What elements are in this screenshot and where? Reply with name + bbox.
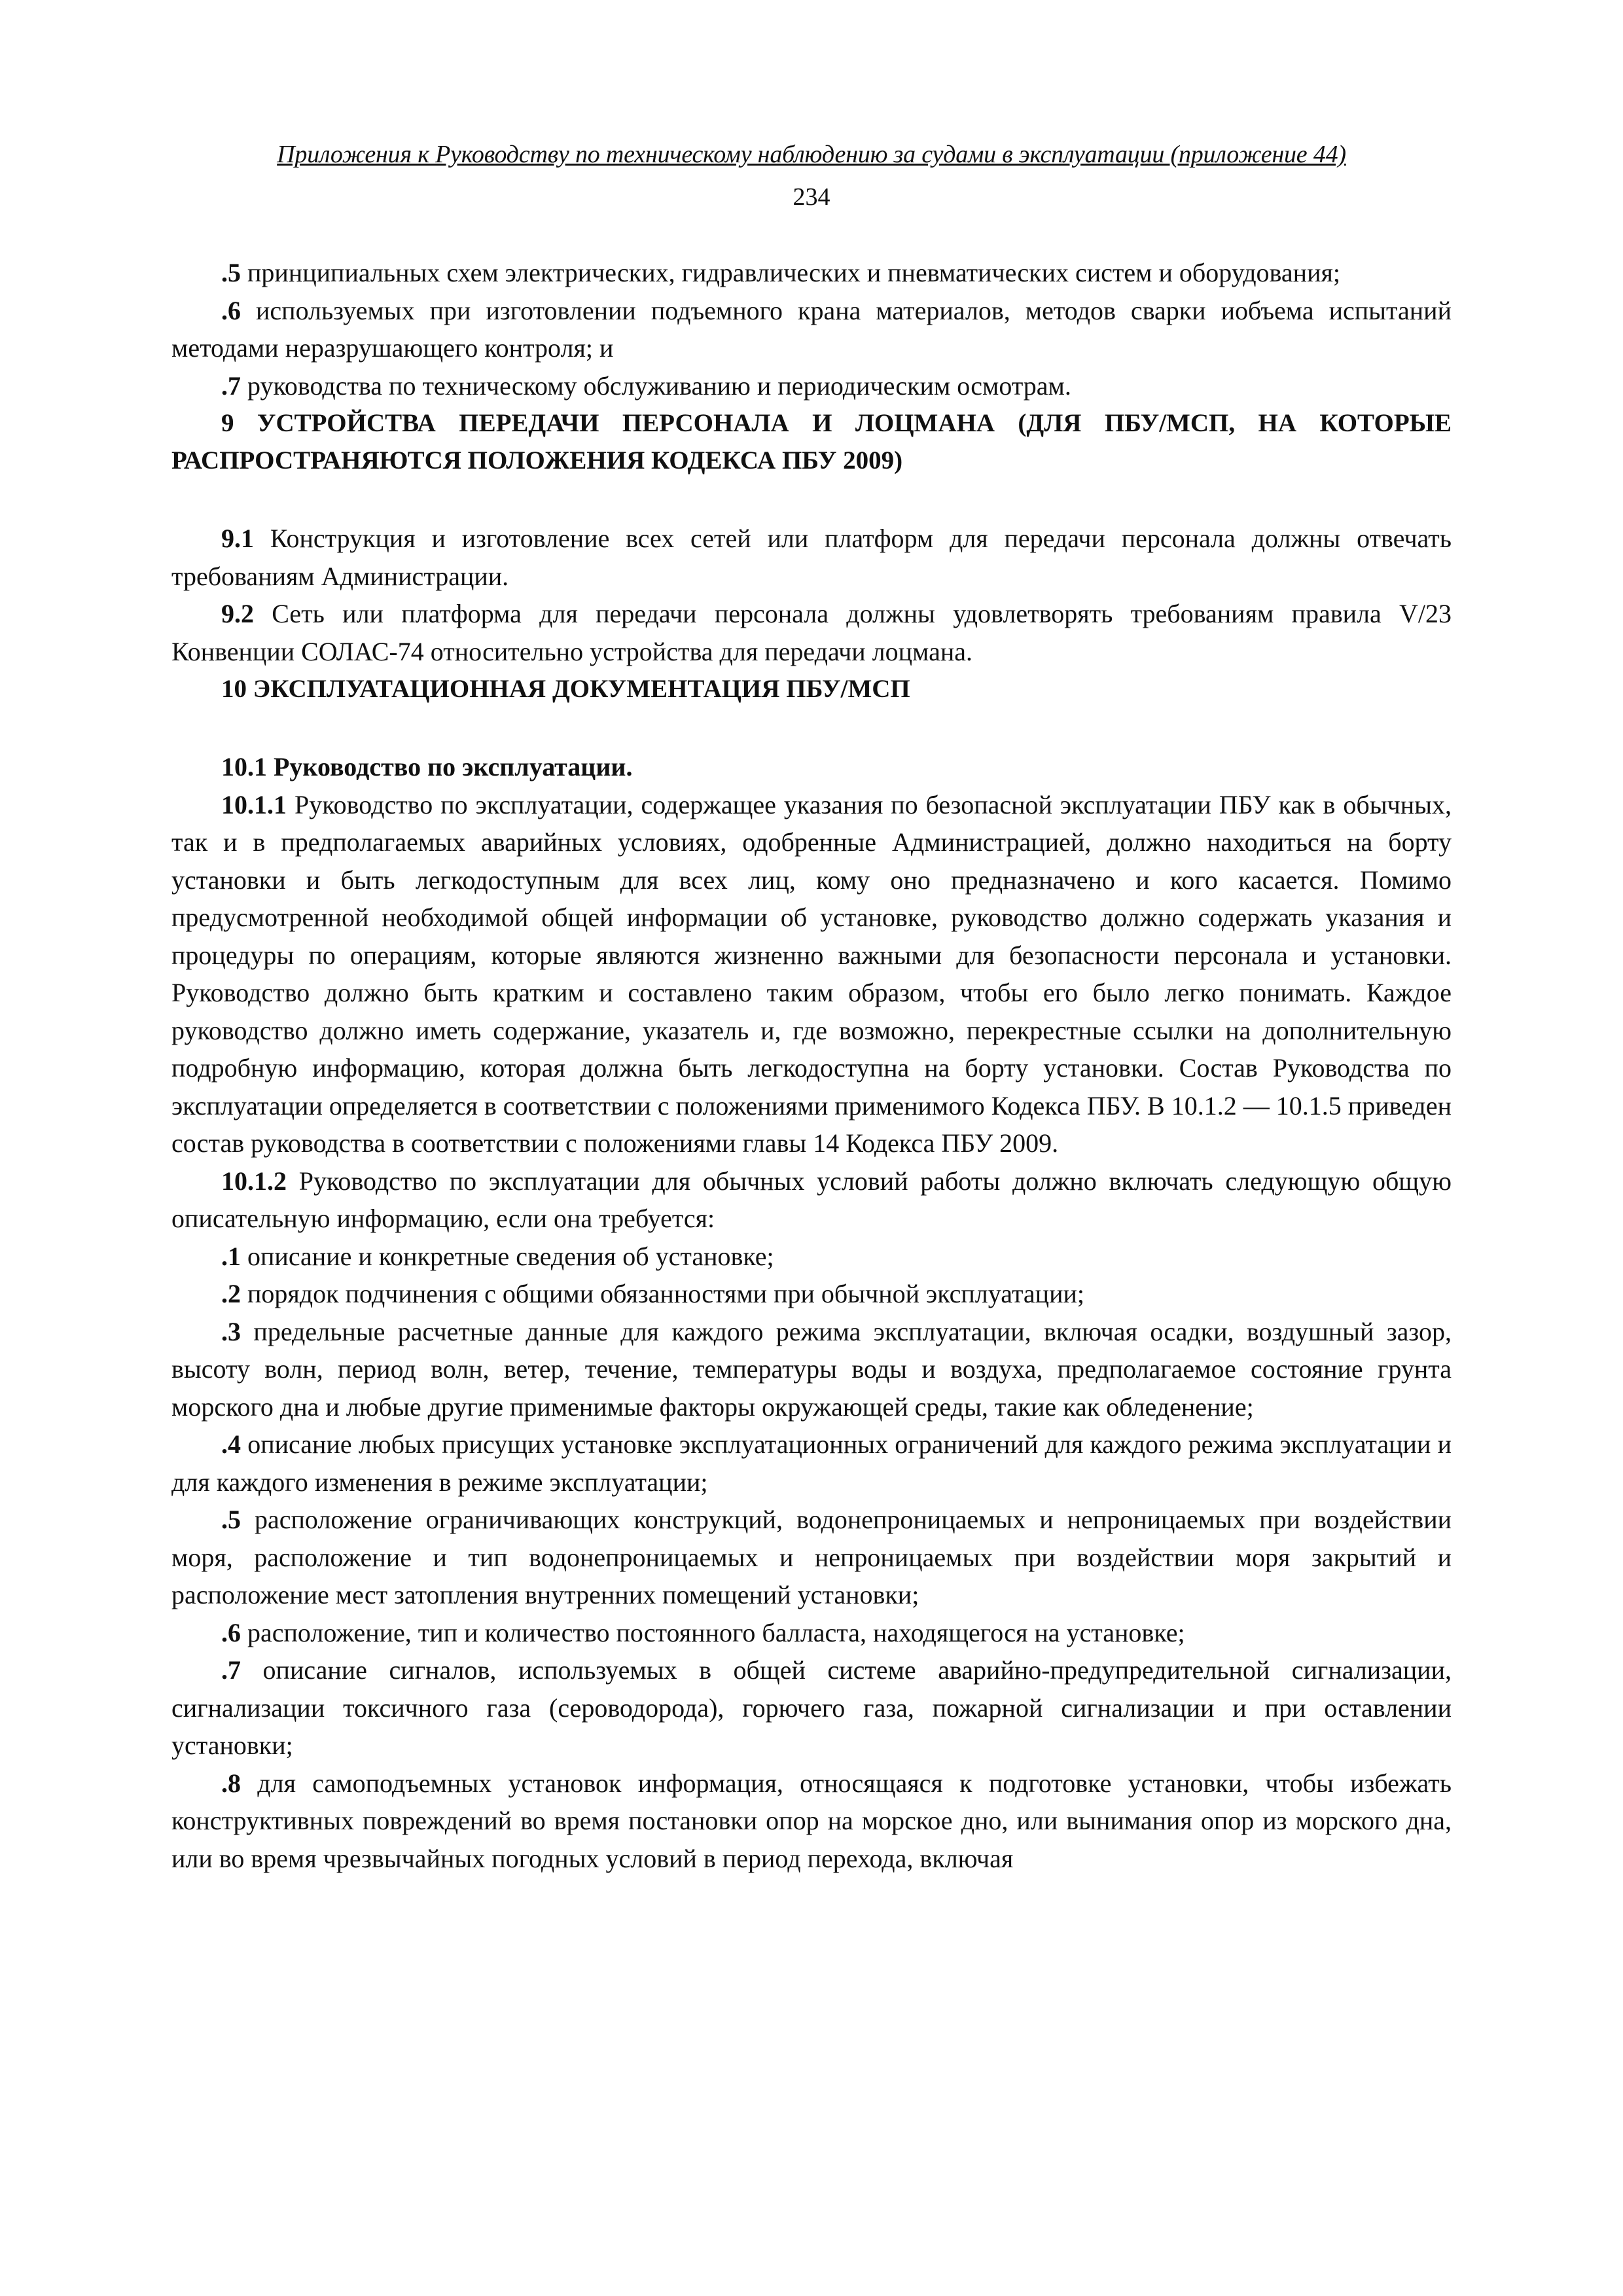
paragraph-number: 10.1.1: [221, 789, 287, 819]
item-text: руководства по техническому обслуживанию и периодическим осмотрам.: [241, 370, 1071, 401]
item-number: .8: [221, 1768, 241, 1798]
item-text: порядок подчинения с общими обязанностями при обычной эксплуатации;: [241, 1279, 1085, 1308]
item-number: .7: [221, 1655, 241, 1685]
paragraph-text: Руководство по эксплуатации для обычных условий работы должно включать следующую общую описательную информацию, если она требуется:: [171, 1166, 1452, 1233]
item-text: расположение, тип и количество постоянного балласта, находящегося на установке;: [241, 1617, 1185, 1647]
document-body: [171, 254, 1452, 1877]
list-item: [171, 254, 1452, 292]
item-text: используемых при изготовлении подъемного крана материалов, методов сварки иобъема испытаний методами неразрушающего контроля; и: [171, 295, 1452, 363]
list-item: [171, 1765, 1452, 1878]
paragraph-text: Руководство по эксплуатации, содержащее указания по безопасной эксплуатации ПБУ как в обычных, так и в предполагаемых аварийных условиях, одобренные Администрацией, должно находиться на борту установки и быть легкодоступным для всех лиц, кому оно предназначено и кого касается. Помимо предусмотренной необходимой общей информации об установке, руководство должно содержать указания и процедуры по операциям, которые являются жизненно важными для безопасности персонала и установки. Руководство должно быть кратким и составлено таким образом, чтобы его было легко понимать. Каждое руководство должно иметь содержание, указатель и, где возможно, перекрестные ссылки на дополнительную подробную информацию, которая должна быть легкодоступна на борту установки. Состав Руководства по эксплуатации определяется в соответствии с положениями применимого Кодекса ПБУ. В 10.1.2 — 10.1.5 приведен состав руководства в соответствии с положениями главы 14 Кодекса ПБУ 2009.: [171, 789, 1452, 1158]
paragraph-number: 9.2: [221, 599, 254, 628]
item-number: .5: [221, 1505, 241, 1534]
paragraph-text: Сеть или платформа для передачи персонала должны удовлетворять требованиям правила V/23 Конвенции СОЛАС-74 относительно устройства для передачи лоцмана.: [171, 599, 1452, 666]
paragraph: [171, 595, 1452, 670]
list-item: [171, 367, 1452, 405]
item-number: .5: [221, 258, 241, 287]
paragraph: [171, 520, 1452, 595]
item-text: описание любых присущих установке эксплуатационных ограничений для каждого режима эксплуатации и для каждого изменения в режиме эксплуатации;: [171, 1429, 1452, 1497]
item-number: .4: [221, 1429, 241, 1459]
item-text: описание и конкретные сведения об установке;: [241, 1241, 774, 1271]
item-number: .2: [221, 1279, 241, 1308]
paragraph-number: 9.1: [221, 524, 254, 553]
list-item: [171, 1313, 1452, 1426]
list-item: [171, 1651, 1452, 1765]
paragraph: [171, 1162, 1452, 1238]
item-number: .6: [221, 295, 241, 325]
item-text: предельные расчетные данные для каждого режима эксплуатации, включая осадки, воздушный зазор, высоту волн, период волн, ветер, течение, температуры воды и воздуха, предполагаемое состояние грунта морского дна и любые другие применимые факторы окружающей среды, такие как обледенение;: [171, 1316, 1452, 1422]
subsection-heading: 10.1 Руководство по эксплуатации.: [221, 752, 633, 781]
running-header: Приложения к Руководству по техническому наблюдению за судами в эксплуатации (приложение 44): [277, 141, 1346, 168]
item-text: принципиальных схем электрических, гидравлических и пневматических систем и оборудования;: [241, 258, 1340, 287]
list-item: [171, 1238, 1452, 1276]
item-text: для самоподъемных установок информация, относящаяся к подготовке установки, чтобы избежать конструктивных повреждений во время постановки опор на морское дно, или вынимания опор из морского дна, или во время чрезвычайных погодных условий в период перехода, включая: [171, 1768, 1452, 1873]
list-item: [171, 1275, 1452, 1313]
page-number: 234: [793, 183, 830, 211]
item-number: .1: [221, 1241, 241, 1271]
item-text: расположение ограничивающих конструкций, водонепроницаемых и непроницаемых при воздействии моря, расположение и тип водонепроницаемых и непроницаемых при воздействии моря закрытий и расположение мест затопления внутренних помещений установки;: [171, 1505, 1452, 1609]
item-number: .3: [221, 1316, 241, 1346]
item-text: описание сигналов, используемых в общей системе аварийно-предупредительной сигнализации, сигнализации токсичного газа (сероводорода), горючего газа, пожарной сигнализации и при оставлении установки;: [171, 1655, 1452, 1760]
paragraph: [171, 786, 1452, 1162]
list-item: [171, 1501, 1452, 1614]
section-9-heading: 9 УСТРОЙСТВА ПЕРЕДАЧИ ПЕРСОНАЛА И ЛОЦМАНА (ДЛЯ ПБУ/МСП, НА КОТОРЫЕ РАСПРОСТРАНЯЮТСЯ ПОЛОЖЕНИЯ КОДЕКСА ПБУ 2009): [171, 409, 1452, 475]
section-10-heading: 10 ЭКСПЛУАТАЦИОННАЯ ДОКУМЕНТАЦИЯ ПБУ/МСП: [221, 675, 910, 703]
item-number: .6: [221, 1617, 241, 1647]
list-item: [171, 1614, 1452, 1652]
list-item: [171, 292, 1452, 367]
paragraph-text: Конструкция и изготовление всех сетей или платформ для передачи персонала должны отвечать требованиям Администрации.: [171, 524, 1452, 591]
list-item: [171, 1426, 1452, 1501]
paragraph-number: 10.1.2: [221, 1166, 287, 1196]
item-number: .7: [221, 370, 241, 401]
